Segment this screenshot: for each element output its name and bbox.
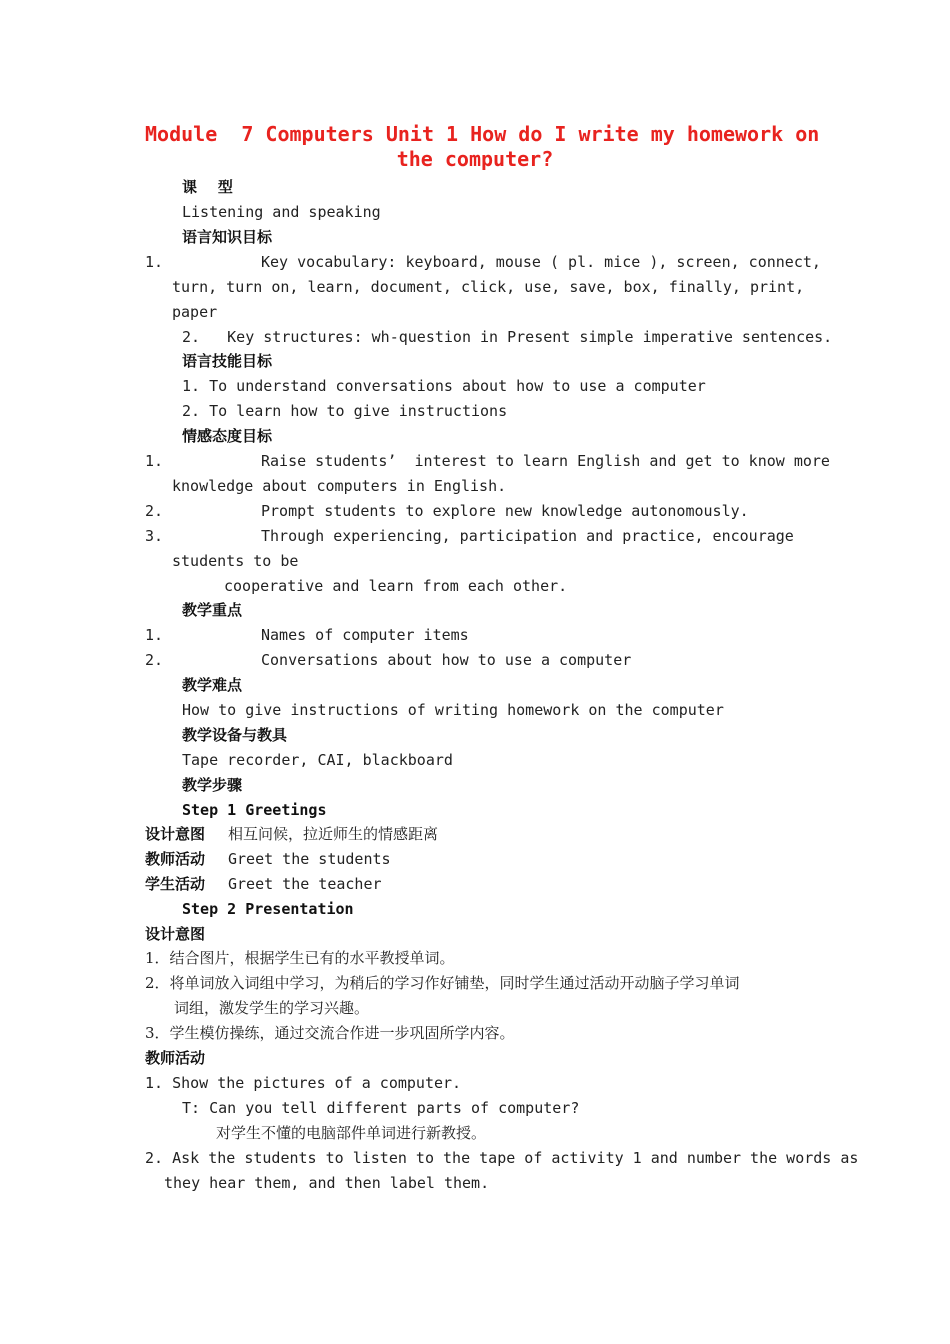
eg-item1-number: 1. <box>145 452 164 470</box>
kp-item1-number: 1. <box>145 626 164 644</box>
steps-heading: 教学步骤 <box>182 776 243 794</box>
lk-item1-number: 1. <box>145 253 164 271</box>
lk-item1-line2: turn, turn on, learn, document, click, use, save, box, finally, print, <box>172 278 805 296</box>
ls-item1: 1. To understand conversations about how to use a computer <box>182 377 706 395</box>
eg-item2-number: 2. <box>145 502 164 520</box>
title-line-1: Module 7 Computers Unit 1 How do I write my homework on <box>145 122 820 146</box>
step1-student-label: 学生活动 <box>145 875 206 893</box>
step2-teacher-1: 1. Show the pictures of a computer. <box>145 1074 462 1092</box>
step2-design-2: 2．将单词放入词组中学习，为稍后的学习作好铺垫，同时学生通过活动开动脑子学习单词 <box>145 974 740 992</box>
difficult-points-text: How to give instructions of writing homework on the computer <box>182 701 724 719</box>
title-line-2: the computer? <box>396 147 554 171</box>
step2-design-1: 1．结合图片，根据学生已有的水平教授单词。 <box>145 949 455 967</box>
eg-item2-text: Prompt students to explore new knowledge autonomously. <box>261 502 749 520</box>
key-points-heading: 教学重点 <box>182 601 243 619</box>
eg-item3-line2: students to be <box>172 552 299 570</box>
step1-design-label: 设计意图 <box>145 825 206 843</box>
step1-design-text: 相互问候，拉近师生的情感距离 <box>228 825 439 843</box>
eg-item3-text: Through experiencing, participation and practice, encourage <box>261 527 794 545</box>
ls-item2: 2. To learn how to give instructions <box>182 402 508 420</box>
difficult-points-heading: 教学难点 <box>182 676 243 694</box>
kp-item2-text: Conversations about how to use a computer <box>261 651 632 669</box>
step1-teacher-text: Greet the students <box>228 850 391 868</box>
document-title <box>145 122 820 172</box>
step2-teacher-2b: they hear them, and then label them. <box>164 1174 490 1192</box>
step2-teacher-1q: T: Can you tell different parts of computer? <box>182 1099 580 1117</box>
step2-teacher-label: 教师活动 <box>145 1049 206 1067</box>
eg-item3-line3: cooperative and learn from each other. <box>224 577 568 595</box>
lk-item2: 2. Key structures: wh-question in Present simple imperative sentences. <box>182 328 833 346</box>
step1-title: Step 1 Greetings <box>182 801 327 819</box>
eg-item3-number: 3. <box>145 527 164 545</box>
kp-item2-number: 2. <box>145 651 164 669</box>
equipment-heading: 教学设备与教具 <box>182 726 288 744</box>
step2-design-2b: 词组，激发学生的学习兴趣。 <box>174 999 370 1017</box>
step2-design-label: 设计意图 <box>145 925 206 943</box>
eg-item1-line2: knowledge about computers in English. <box>172 477 507 495</box>
step2-title: Step 2 Presentation <box>182 900 354 918</box>
lesson-type-value: Listening and speaking <box>182 203 381 221</box>
eg-item1-text: Raise students’ interest to learn English and get to know more <box>261 452 830 470</box>
step2-teacher-1cn: 对学生不懂的电脑部件单词进行新教授。 <box>216 1124 487 1142</box>
step1-student-text: Greet the teacher <box>228 875 382 893</box>
language-skills-heading: 语言技能目标 <box>182 352 273 370</box>
lk-item1-line3: paper <box>172 303 218 321</box>
lesson-type-heading: 课 型 <box>182 178 233 196</box>
emotional-goals-heading: 情感态度目标 <box>182 427 273 445</box>
language-knowledge-heading: 语言知识目标 <box>182 228 273 246</box>
step2-design-3: 3．学生模仿操练，通过交流合作进一步巩固所学内容。 <box>145 1024 515 1042</box>
kp-item1-text: Names of computer items <box>261 626 469 644</box>
step1-teacher-label: 教师活动 <box>145 850 206 868</box>
equipment-text: Tape recorder, CAI, blackboard <box>182 751 453 769</box>
step2-teacher-2: 2. Ask the students to listen to the tape of activity 1 and number the words as <box>145 1149 859 1167</box>
lk-item1-text: Key vocabulary: keyboard, mouse ( pl. mice ), screen, connect, <box>261 253 821 271</box>
